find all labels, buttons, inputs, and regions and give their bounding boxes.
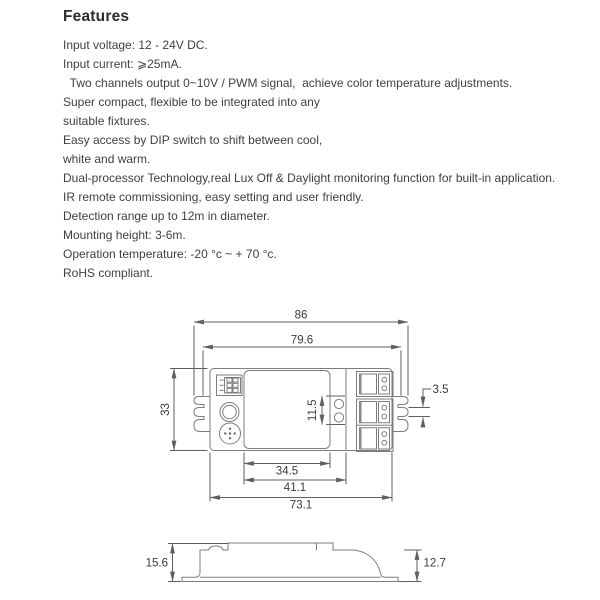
- ir-receiver-ring: [220, 403, 239, 422]
- dimension-hole-spacing: [307, 396, 345, 425]
- dimension-body-height-side: [399, 550, 446, 582]
- dip-switch: [217, 375, 243, 396]
- dimension-overall-width: [194, 310, 408, 396]
- dim-label-11-5: 11.5: [307, 399, 319, 422]
- top-view-drawing: [160, 310, 449, 512]
- feature-item: Input voltage: 12 - 24V DC.: [63, 38, 208, 52]
- dim-label-86: 86: [294, 309, 308, 322]
- feature-item: Two channels output 0~10V / PWM signal, achieve color temperature adjustments.: [63, 76, 513, 90]
- dim-label-15-6: 15.6: [145, 557, 168, 570]
- mounting-ear-left: [194, 397, 210, 432]
- feature-item: white and warm.: [63, 152, 151, 166]
- dimension-ear-slot: [409, 384, 449, 427]
- terminal-block: [357, 372, 394, 452]
- mounting-ear-right: [392, 397, 408, 432]
- dim-label-41-1: 41.1: [283, 482, 307, 494]
- dim-label-3-5: 3.5: [432, 384, 449, 396]
- feature-item: Detection range up to 12m in diameter.: [63, 209, 270, 223]
- feature-item: suitable fixtures.: [63, 114, 150, 128]
- dimension-body-height: [160, 369, 208, 451]
- feature-item: Dual-processor Technology,real Lux Off & Daylight monitoring function for built-in application.: [63, 171, 556, 185]
- feature-item: RoHS compliant.: [63, 266, 154, 280]
- dim-label-79-6: 79.6: [290, 334, 314, 347]
- sensor-hole-pattern: [220, 423, 241, 444]
- side-view-drawing: [146, 543, 446, 582]
- feature-item: Input current: ⩾25mA.: [63, 57, 182, 71]
- dim-label-33: 33: [160, 403, 172, 416]
- feature-item: Mounting height: 3-6m.: [63, 228, 186, 242]
- features-heading: Features: [63, 8, 130, 25]
- side-profile: [182, 543, 398, 582]
- screw-holes: [334, 399, 343, 422]
- feature-item: Super compact, flexible to be integrated into any: [63, 95, 320, 109]
- dim-label-73-1: 73.1: [289, 499, 313, 512]
- device-body-outline: [210, 369, 392, 451]
- feature-item: IR remote commissioning, easy setting and user friendly.: [63, 190, 364, 204]
- dim-label-12-7: 12.7: [423, 557, 446, 570]
- dim-label-34-5: 34.5: [275, 465, 299, 478]
- feature-item: Operation temperature: -20 °c ~ + 70 °c.: [63, 247, 277, 261]
- feature-item: Easy access by DIP switch to shift between cool,: [63, 133, 323, 147]
- dimension-overall-height: [146, 544, 228, 582]
